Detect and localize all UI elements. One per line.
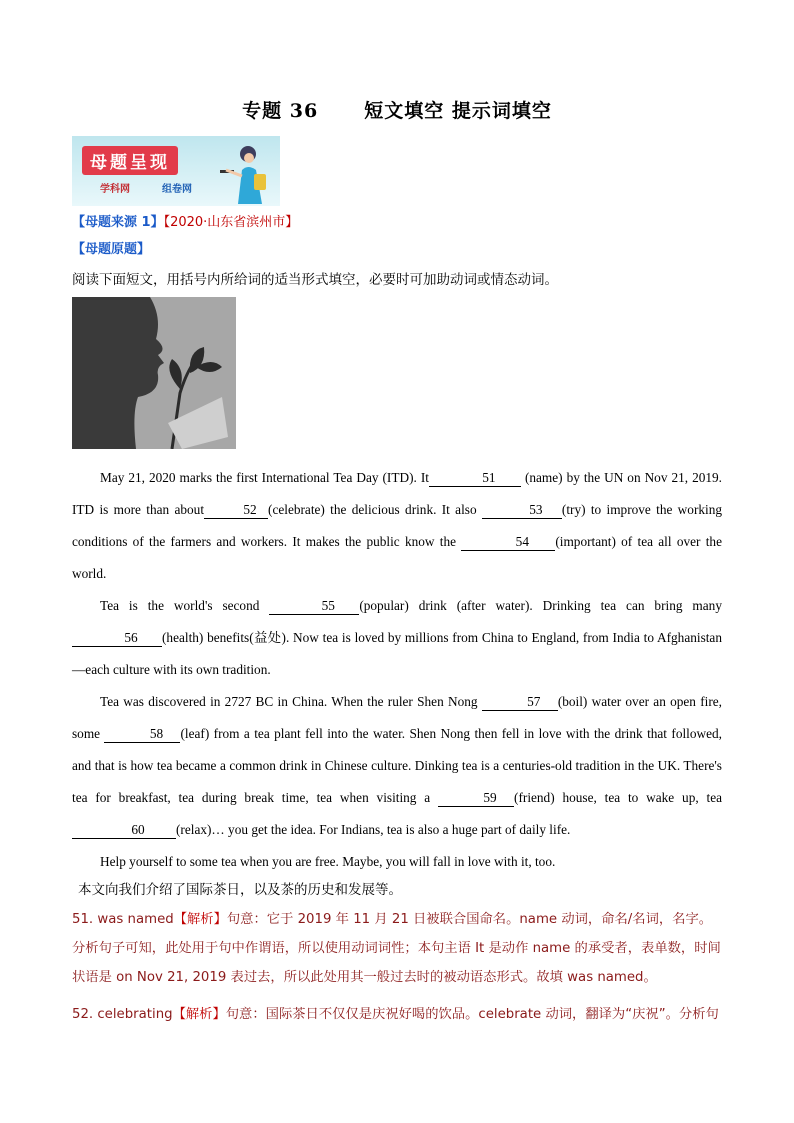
summary: 本文向我们介绍了国际茶日，以及茶的历史和发展等。 xyxy=(78,882,402,898)
original-label: 【母题原题】 xyxy=(72,242,151,257)
passage xyxy=(72,462,722,878)
banner-stamp: 母题呈现 xyxy=(82,146,178,175)
passage-text: (boil) water over an open fire, some xyxy=(72,694,722,741)
source-line xyxy=(72,211,298,230)
passage-text: (friend) house, tea to wake up, tea xyxy=(514,790,722,805)
blank-58[interactable]: 58 xyxy=(104,726,180,743)
passage-text: (health) benefits(益处). Now tea is loved by millions from China to England, from India to Afghanistan—each culture with its own tradition. xyxy=(72,630,722,677)
instruction: 阅读下面短文，用括号内所给词的适当形式填空，必要时可加助动词或情态动词。 xyxy=(72,272,558,288)
blank-54[interactable]: 54 xyxy=(461,534,555,551)
tea-photo-art xyxy=(72,297,236,449)
answer-text: 句意：它于 2019 年 11 月 21 日被联合国命名。name 动词，命名/名词，名字。分析句子可知，此处用于句中作谓语，所以使用动词词性；本句主语 It 是动作 name 的承受者，表单数，时间状语是 on Nov 21, 2019 表过去，所以此处用其一般过去时的被动语态形式。故填 was named。 xyxy=(72,912,721,985)
teacher-illustration xyxy=(214,140,274,204)
answer-item xyxy=(72,905,722,992)
passage-paragraph: Help yourself to some tea when you are free. Maybe, you will fall in love with it, too. xyxy=(100,854,556,869)
answer-text: 句意：国际茶日不仅仅是庆祝好喝的饮品。celebrate 动词，翻译为“庆祝”。分析句 xyxy=(225,1007,719,1022)
xkw-logo: 学科网 xyxy=(100,184,130,195)
blank-57[interactable]: 57 xyxy=(482,694,558,711)
passage-text: (try) to improve the working conditions of the farmers and workers. It makes the public know the xyxy=(72,502,723,549)
answer-head: 52. celebrating xyxy=(72,1007,173,1022)
topic-title: 短文填空 提示词填空 xyxy=(364,100,552,122)
source-value: 【2020·山东省滨州市】 xyxy=(163,215,299,230)
passage-text: Tea is the world's second xyxy=(100,598,260,613)
answer-head: 51. was named xyxy=(72,912,174,927)
passage-text: (celebrate) the delicious drink. It also xyxy=(268,502,477,517)
passage-text: (name) by the UN on Nov 21, 2019. ITD is more than about xyxy=(72,470,722,517)
passage-text: May 21, 2020 marks the first International Tea Day (ITD). It xyxy=(100,470,429,485)
blank-55[interactable]: 55 xyxy=(269,598,359,615)
blank-60[interactable]: 60 xyxy=(72,822,176,839)
passage-paragraph xyxy=(72,686,722,846)
passage-paragraph xyxy=(72,590,722,686)
tea-photo xyxy=(72,297,236,449)
passage-text: (popular) drink (after water). Drinking tea can bring many xyxy=(359,598,722,613)
topic-number: 专题 36 xyxy=(242,100,319,122)
source-label: 【母题来源 1】 xyxy=(72,215,164,230)
passage-text: Tea was discovered in 2727 BC in China. When the ruler Shen Nong xyxy=(100,694,478,709)
analysis-tag: 【解析】 xyxy=(172,1007,226,1022)
blank-56[interactable]: 56 xyxy=(72,630,162,647)
blank-53[interactable]: 53 xyxy=(482,502,562,519)
passage-text: (relax)… you get the idea. For Indians, tea is also a huge part of daily life. xyxy=(176,822,571,837)
section-banner xyxy=(72,136,280,206)
blank-51[interactable]: 51 xyxy=(429,470,521,487)
passage-paragraph xyxy=(72,462,722,590)
page-title xyxy=(0,96,794,123)
passage-text: (important) of tea all over the world. xyxy=(72,534,722,581)
blank-59[interactable]: 59 xyxy=(438,790,514,807)
zjw-logo: 组卷网 xyxy=(162,184,192,195)
blank-52[interactable]: 52 xyxy=(204,502,268,519)
answer-item xyxy=(72,1000,722,1029)
passage-text: (leaf) from a tea plant fell into the water. Shen Nong then fell in love with the drink that followed, and that is how tea became a common drink in Chinese culture. Dinking tea is a centuries-old tradition in the UK. There's tea for breakfast, tea during break time, tea when visiting a xyxy=(72,726,722,805)
analysis-tag: 【解析】 xyxy=(173,912,227,927)
